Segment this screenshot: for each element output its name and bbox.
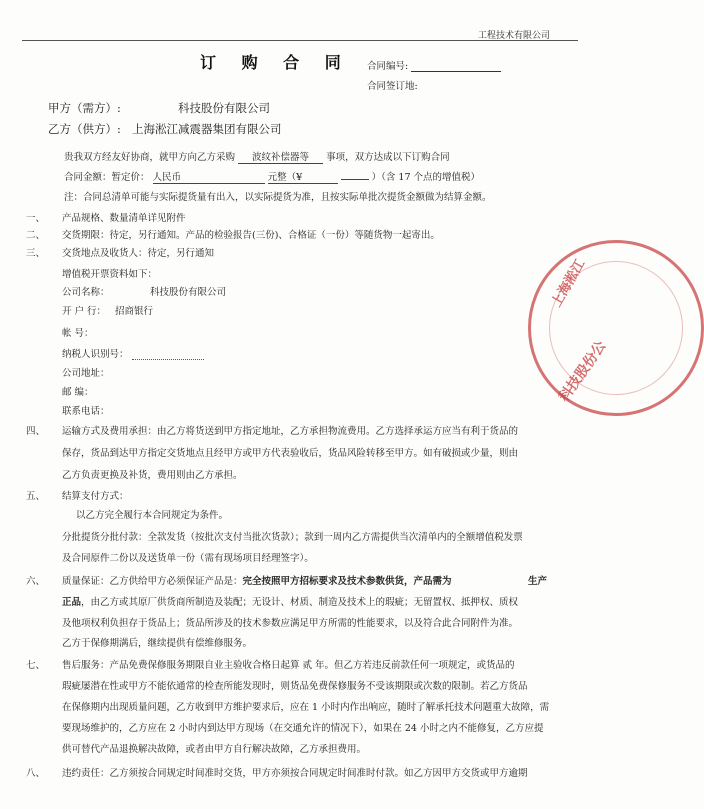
intro-line <box>64 149 450 164</box>
invoice-company-value: 科技股份有限公司 <box>150 287 227 298</box>
section-7-line-2: 瑕疵屡潜在性或甲方不能依通常的检查所能发现时，则货品免费保修服务不受该期限或次数的限制。若乙方货品 <box>62 681 528 692</box>
intro-pre: 贵我双方经友好协商，就甲方向乙方采购 <box>64 152 236 163</box>
party-b-label: 乙方（供方）: <box>48 122 121 136</box>
invoice-account-label: 帐 号： <box>62 328 94 339</box>
party-b-name: 上海淞江减震器集团有限公司 <box>132 122 282 136</box>
section-6-line-1b: 完全按照甲方招标要求及技术参数供货，产品需为 <box>242 576 452 587</box>
section-6-line-2a: 正品 <box>62 597 82 608</box>
header-rule <box>22 40 578 41</box>
amount-unit: 元整（¥ <box>268 169 338 184</box>
section-1-text: 产品规格、数量清单详见附件 <box>62 213 186 224</box>
section-3-num: 三、 <box>26 248 46 259</box>
invoice-taxid-blank <box>132 359 204 360</box>
intro-item: 波纹补偿器等 <box>238 149 323 164</box>
section-3-text: 交货地点及收货人：待定，另行通知 <box>62 248 215 259</box>
sign-place-label: 合同签订地: <box>367 81 418 92</box>
party-a-label: 甲方（需方）: <box>48 101 121 115</box>
amount-blank <box>341 179 369 180</box>
section-6-line-1a: 质量保证：乙方供给甲方必须保证产品是： <box>62 576 243 587</box>
section-6-line-2 <box>62 594 518 608</box>
section-7-line-1: 售后服务：产品免费保修服务期限自业主验收合格日起算 贰 年。但乙方若违反前款任何一项规定，或货品的 <box>62 660 515 671</box>
header-company: 工程技术有限公司 <box>477 31 550 41</box>
seal-text-top: 上海淞江 <box>549 257 589 310</box>
invoice-bank-label: 开 户 行： <box>62 306 107 317</box>
contract-number-label: 合同编号: <box>367 61 409 72</box>
section-4-line-3: 乙方负责更换及补货，费用则由乙方承担。 <box>62 470 243 481</box>
section-8-line-1: 违约责任：乙方须按合同规定时间准时交货，甲方亦须按合同规定时间准时付款。如乙方因甲方交货或甲方逾期 <box>62 768 528 779</box>
section-4-line-2: 保存，货品到达甲方指定交货地点且经甲方或甲方代表验收后，货品风险转移至甲方。如有破损或少量，则由 <box>62 448 519 459</box>
section-1-num: 一、 <box>26 213 46 224</box>
section-4-num: 四、 <box>26 426 46 437</box>
section-2-num: 二、 <box>26 230 46 241</box>
company-seal <box>528 240 704 416</box>
invoice-phone-label: 联系电话： <box>62 406 110 417</box>
section-7-line-5: 供可替代产品退换解决故障，或者由甲方自行解决故障，乙方承担费用。 <box>62 744 367 755</box>
section-5-line-2: 分批提货分批付款：全款发货（按批次支付当批次货款）；款到一周内乙方需提供当次清单内的全额增值税发票 <box>62 532 523 543</box>
seal-text-bottom: 科技股份公 <box>556 338 610 405</box>
section-6-line-4: 乙方于保修期满后，继续提供有偿维修服务。 <box>62 638 253 649</box>
intro-note: 注：合同总清单可能与实际提货量有出入，以实际提货为准，且按实际单批次提货金额做为结算金额。 <box>64 192 492 203</box>
amount-label: 合同金额：暂定价： <box>64 172 150 183</box>
invoice-bank-value: 招商银行 <box>115 306 154 317</box>
amount-tax: ）（含 17 个点的增值税） <box>371 172 481 183</box>
amount-currency: 人民币 <box>153 169 265 184</box>
section-2-text: 交货期限：待定，另行通知。产品的检验报告(三份)、合格证（一份）等随货物一起寄出。 <box>62 230 440 241</box>
section-6-line-1 <box>62 573 452 587</box>
section-8-num: 八、 <box>26 768 46 779</box>
invoice-title: 增值税开票资料如下： <box>62 269 158 280</box>
document-title: 订 购 合 同 <box>200 53 351 72</box>
section-4-line-1: 运输方式及费用承担：由乙方将货送到甲方指定地址，乙方承担物流费用。乙方选择承运方应当有利于货品的 <box>62 426 519 437</box>
section-7-line-3: 在保修期内出现质量问题，乙方收到甲方维护要求后，应在 1 小时内作出响应，随时了解承托技术问题重大故障，需 <box>62 702 550 713</box>
section-5-num: 五、 <box>26 491 46 502</box>
section-6-num: 六、 <box>26 576 46 587</box>
invoice-taxid-label: 纳税人识别号： <box>62 349 129 360</box>
intro-post: 事项，双方达成以下订购合同 <box>326 152 450 163</box>
contract-number <box>367 58 501 72</box>
sign-place <box>367 78 418 92</box>
invoice-taxid <box>62 346 204 360</box>
section-5-line-3: 及合同原件二份以及送货单一份（需有现场项目经理签字）。 <box>62 553 314 564</box>
party-a-name: 科技股份有限公司 <box>178 101 270 115</box>
contract-amount <box>64 169 480 184</box>
section-6-line-1c: 生产 <box>528 576 548 587</box>
invoice-address-label: 公司地址： <box>62 368 110 379</box>
section-7-line-4: 要现场维护的，乙方应在 2 小时内到达甲方现场（在交通允许的情况下），如果在 24 小时之内不能修复，乙方应提 <box>62 723 544 734</box>
section-5-line-1: 以乙方完全履行本合同规定为条件。 <box>76 510 229 521</box>
invoice-postcode-label: 邮 编： <box>62 387 94 398</box>
section-5-title: 结算支付方式： <box>62 491 129 502</box>
section-6-line-3: 及他项权利负担存于货品上；货品所涉及的技术参数应满足甲方所需的性能要求，以及符合此合同附件为准。 <box>62 618 519 629</box>
section-6-line-2b: ，由乙方或其原厂供货商所制造及装配；无设计、材质、制造及技术上的瑕疵；无留置权、抵押权、质权 <box>81 597 519 608</box>
section-7-num: 七、 <box>26 660 46 671</box>
contract-number-blank <box>411 71 501 72</box>
invoice-company-label: 公司名称： <box>62 287 110 298</box>
